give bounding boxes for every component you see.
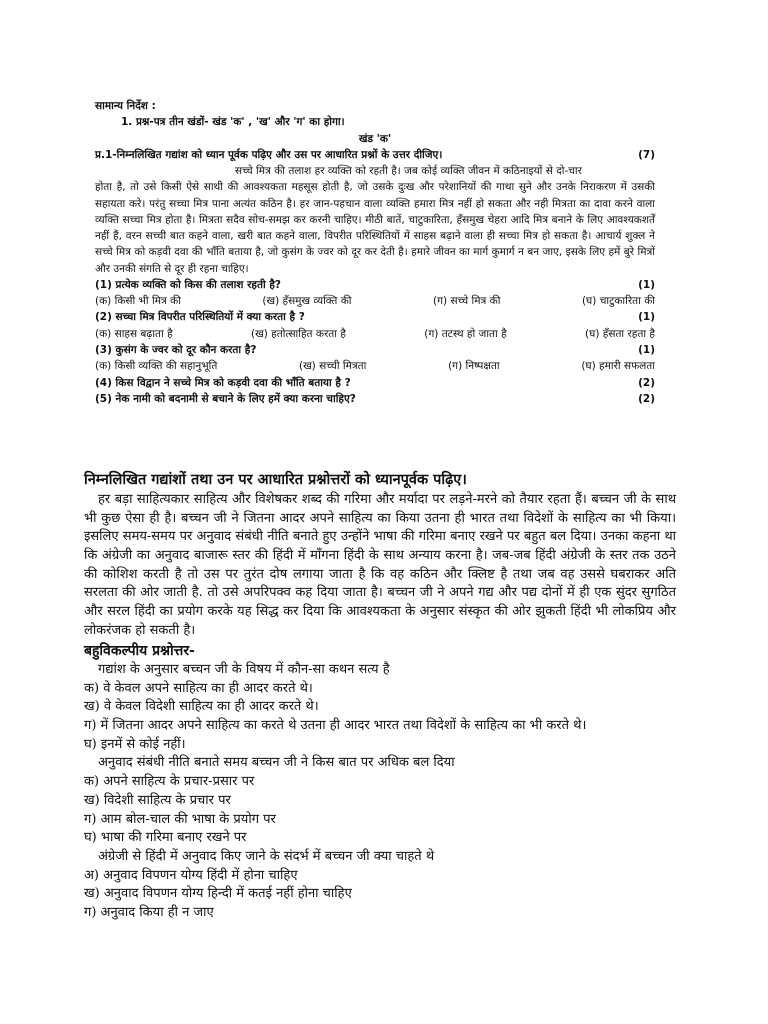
question-marks: (1) <box>638 311 655 324</box>
option-item: (क) किसी व्यक्ति की सहानुभूति <box>95 360 218 373</box>
passage-lead: सच्चे मित्र की तलाश हर व्यक्ति को रहती है। जब कोई व्यक्ति जीवन में कठिनाइयों से दो-चार <box>235 165 582 178</box>
section-heading: निम्नलिखित गद्यांशों तथा उन पर आधारित प्रश्नोत्तरों को ध्यानपूर्वक पढ़िए। <box>84 471 467 488</box>
question-text: (4) किस विद्वान ने सच्चे मित्र को कड़वी दवा की भाँति बताया है ? <box>95 376 351 389</box>
option-item: (ग) निष्पक्षता <box>448 360 500 373</box>
mcq-option: ख) विदेशी साहित्य के प्रचार पर <box>84 792 231 808</box>
mcq-question: अंग्रेजी से हिंदी में अनुवाद किए जाने के संदर्भ में बच्चन जी क्या चाहते थे <box>98 848 435 864</box>
option-item: (ख) सच्ची मित्रता <box>298 360 367 373</box>
mcq-question: अनुवाद संबंधी नीति बनाते समय बच्चन जी ने किस बात पर अधिक बल दिया <box>98 755 455 771</box>
question-text: (5) नेक नामी को बदनामी से बचाने के लिए हमें क्या करना चाहिए? <box>95 392 356 405</box>
section-one <box>95 96 655 407</box>
mcq-option: ख) अनुवाद विपणन योग्य हिन्दी में कतई नहीं होना चाहिए <box>84 886 352 902</box>
question-row <box>95 309 655 325</box>
option-row <box>95 358 655 374</box>
question-heading <box>95 147 655 163</box>
mcq-option: ग) अनुवाद किया ही न जाए <box>84 905 214 921</box>
question-row <box>95 342 655 358</box>
question-marks: (2) <box>638 376 655 389</box>
option-item: (घ) हँसता रहता है <box>585 327 655 340</box>
option-item: (घ) हमारी सफलता <box>581 360 655 373</box>
question-row <box>95 277 655 293</box>
mcq-option: घ) इनमें से कोई नहीं। <box>84 736 186 752</box>
passage-rest: होता है, तो उसे किसी ऐसे साथी की आवश्यकता महसूस होती है, जो उसके दुःख और परेशानियों की गाथा सुने और उनके निराकरण में उसकी सहायता करे। परंतु सच्चा मित्र पाना अत्यंत कठिन है। हर जान-पहचान वाला व्यक्ति हमारा मित्र नहीं हो सकता और नही मित्रता का दावा करने वाला व्यक्ति सच्चा मित्र होता है। मित्रता सदैव सोच-समझ कर करनी चाहिए। मीठी बातें, चाटुकारिता, हँसमुख चेहरा आदि मित्र बनाने के लिए आवश्यकशर्तें नहीं हैं, वरन सच्ची बात कहने वाला, खरी बात कहने वाला, विपरीत परिस्थितियों में साहस बढ़ाने वाला ही सच्चा मित्र हो सकता है। आचार्य शुक्ल ने सच्चे मित्र को कड़वी दवा की भाँति बताया है, जो कुसंग के ज्वर को दूर कर देती है। हमारे जीवन का मार्ग कुमार्ग न बन जाए, इसके लिए हमें बुरे मित्रों और उनकी संगति से दूर ही रहना चाहिए। <box>95 181 655 275</box>
option-item: (ग) सच्चे मित्र की <box>433 295 501 308</box>
question-marks: (7) <box>638 148 655 161</box>
mcq-title: बहुविकल्पीय प्रश्नोत्तर- <box>84 642 195 659</box>
option-item: (घ) चाटुकारिता की <box>581 295 655 308</box>
mcq-option: क) वे केवल अपने साहित्य का ही आदर करते थे। <box>84 680 313 696</box>
mcq-question: गद्यांश के अनुसार बच्चन जी के विषय में कौन-सा कथन सत्य है <box>98 661 390 677</box>
mcq-option: अ) अनुवाद विपणन योग्य हिंदी में होना चाहिए <box>84 867 298 883</box>
option-item: (ग) तटस्थ हो जाता है <box>424 327 507 340</box>
mcq-option: ग) में जितना आदर अपने साहित्य का करते थे उतना ही आदर भारत तथा विदेशों के साहित्य का भी करते थे। <box>84 717 587 733</box>
mcq-option: ख) वे केवल विदेशी साहित्य का ही आदर करते थे। <box>84 699 319 715</box>
khand-heading: खंड 'क' <box>358 132 392 145</box>
option-row <box>95 293 655 309</box>
option-item: (ख) हतोत्साहित करता है <box>251 327 346 340</box>
question-row <box>95 375 655 391</box>
option-row <box>95 326 655 342</box>
question-block-1 <box>95 277 655 310</box>
mcq-option: ग) आम बोल-चाल की भाषा के प्रयोग पर <box>84 811 276 827</box>
question-block-2 <box>95 309 655 342</box>
section-two <box>84 470 676 923</box>
question-text: (3) कुसंग के ज्वर को दूर कौन करता है? <box>95 343 257 356</box>
option-item: (ख) हँसमुख व्यक्ति की <box>262 295 352 308</box>
question-block-3 <box>95 342 655 375</box>
question-title: प्र.1-निम्नलिखित गद्यांश को ध्यान पूर्वक पढ़िए और उस पर आधारित प्रश्नों के उत्तर दीजिए। <box>95 148 443 161</box>
passage-two: हर बड़ा साहित्यकार साहित्य और विशेषकर शब्द की गरिमा और मर्यादा पर लड़ने-मरने को तैयार रहता हैं। बच्चन जी के साथ भी कुछ ऐसा ही है। बच्चन जी ने जितना आदर अपने साहित्य का किया उतना ही भारत तथा विदेशों के साहित्य का भी किया। इसलिए समय-समय पर अनुवाद संबंधी नीति बनाते हुए उन्होंने भाषा की गरिमा बनाए रखने पर बहुत बल दिया। उनका कहना था कि अंग्रेजी का अनुवाद बाजारू स्तर की हिंदी में माँगना हिंदी के साथ अन्याय करना है। जब-जब हिंदी अंग्रेजी के स्तर तक उठने की कोशिश करती है तो उस पर तुरंत दोष लगाया जाता है कि वह कठिन और क्लिष्ट है तथा जब वह उससे घबराकर अति सरलता की ओर जाती है. तो उसे अपरिपक्व कह दिया जाता है। बच्चन जी ने अपने गद्य और पद्य दोनों में ही एक सुंदर सुगठित और सरल हिंदी का प्रयोग करके यह सिद्ध कर दिया कि आवश्यकता के अनुसार संस्कृत की ओर झुकती हिंदी भी लोकप्रिय और लोकरंजक हो सकती है। <box>84 491 676 638</box>
question-text: (2) सच्चा मित्र विपरीत परिस्थितियों में क्या करता है ? <box>95 311 305 324</box>
instruction-line: 1. प्रश्न-पत्र तीन खंडों- खंड 'क' , 'ख' और 'ग' का होगा। <box>121 116 345 129</box>
question-marks: (1) <box>638 278 655 291</box>
general-instructions-title: सामान्य निर्देश : <box>95 100 156 112</box>
question-text: (1) प्रत्येक व्यक्ति को किस की तलाश रहती है? <box>95 278 281 291</box>
mcq-option: घ) भाषा की गरिमा बनाए रखने पर <box>84 830 247 846</box>
passage-one <box>95 163 655 277</box>
question-marks: (2) <box>638 392 655 405</box>
option-item: (क) साहस बढ़ाता है <box>95 327 173 340</box>
question-marks: (1) <box>638 343 655 356</box>
mcq-option: क) अपने साहित्य के प्रचार-प्रसार पर <box>84 774 255 790</box>
question-row <box>95 391 655 407</box>
option-item: (क) किसी भी मित्र की <box>95 295 181 308</box>
